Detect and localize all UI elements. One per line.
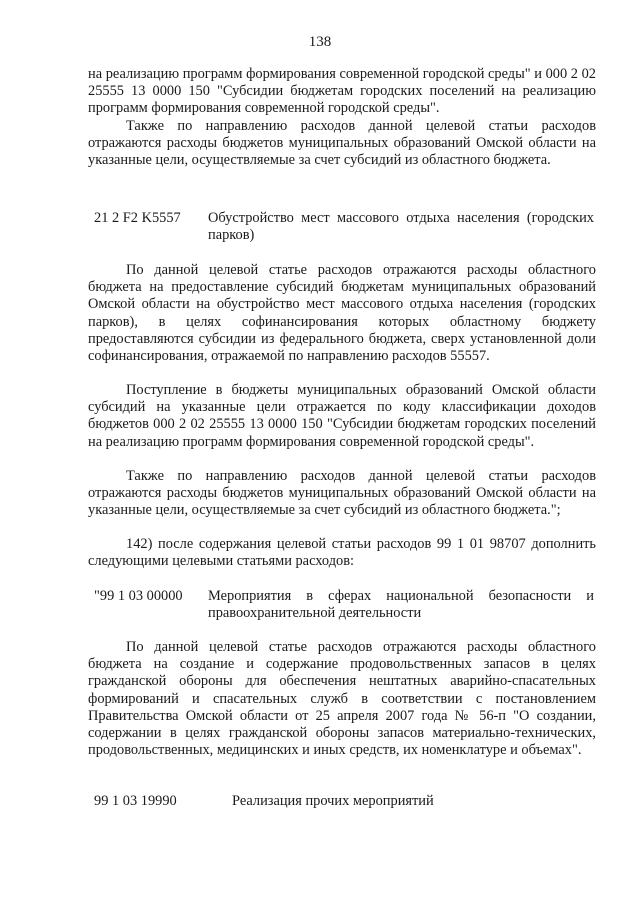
article-code-99-1-03-19990: 99 1 03 19990	[94, 793, 177, 809]
page-number: 138	[308, 34, 332, 50]
paragraph-item-142: 142) после содержания целевой статьи расходов 99 1 01 98707 дополнить следующими целевыми статьями расходов:	[88, 536, 596, 570]
article-code-21-2-F2-K5557: 21 2 F2 K5557	[94, 210, 181, 226]
article-title-security: Мероприятия в сферах национальной безопасности и правоохранительной деятельности	[208, 588, 594, 622]
paragraph-security-description: По данной целевой статье расходов отражаются расходы областного бюджета на создание и содержание продовольственных запасов в целях гражданской обороны для обеспечения нештатных аварийно-спасательных формирований и спасательных служб в соответствии с постановлением Правительства Омской области от 25 апреля 2007 года № 56-п "О создании, содержании в целях гражданской обороны запасов материально-технических, продовольственных, медицинских и иных средств, их номенклатуре и объемах".	[88, 639, 596, 759]
paragraph-parks-revenue: Поступление в бюджеты муниципальных образований Омской области субсидий на указанные цели отражается по коду классификации доходов бюджетов 000 2 02 25555 13 0000 150 "Субсидии бюджетам городских поселений на реализацию программ формирования современной городской среды".	[88, 382, 596, 450]
paragraph-parks-description: По данной целевой статье расходов отражаются расходы областного бюджета на предоставление субсидий бюджетам муниципальных образований Омской области на обустройство мест массового отдыха населения (городских парков), в целях софинансирования которых областному бюджету предоставляются субсидии из федерального бюджета, сверх установленной доли софинансирования, отражаемой по направлению расходов 55557.	[88, 262, 596, 365]
paragraph-subsidy-directions-1: Также по направлению расходов данной целевой статьи расходов отражаются расходы бюджетов муниципальных образований Омской области на указанные цели, осуществляемые за счет субсидий из областного бюджета.	[88, 118, 596, 169]
article-title-parks: Обустройство мест массового отдыха населения (городских парков)	[208, 210, 594, 244]
article-title-other-activities: Реализация прочих мероприятий	[232, 793, 434, 809]
paragraph-subsidy-directions-2: Также по направлению расходов данной целевой статьи расходов отражаются расходы бюджетов муниципальных образований Омской области на указанные цели, осуществляемые за счет субсидий из областного бюджета.";	[88, 468, 596, 519]
article-code-99-1-03-00000: "99 1 03 00000	[94, 588, 183, 604]
paragraph-continuation: на реализацию программ формирования современной городской среды" и 000 2 02 25555 13 0000 150 "Субсидии бюджетам городских поселений на реализацию программ формирования современной городской среды".	[88, 66, 596, 117]
